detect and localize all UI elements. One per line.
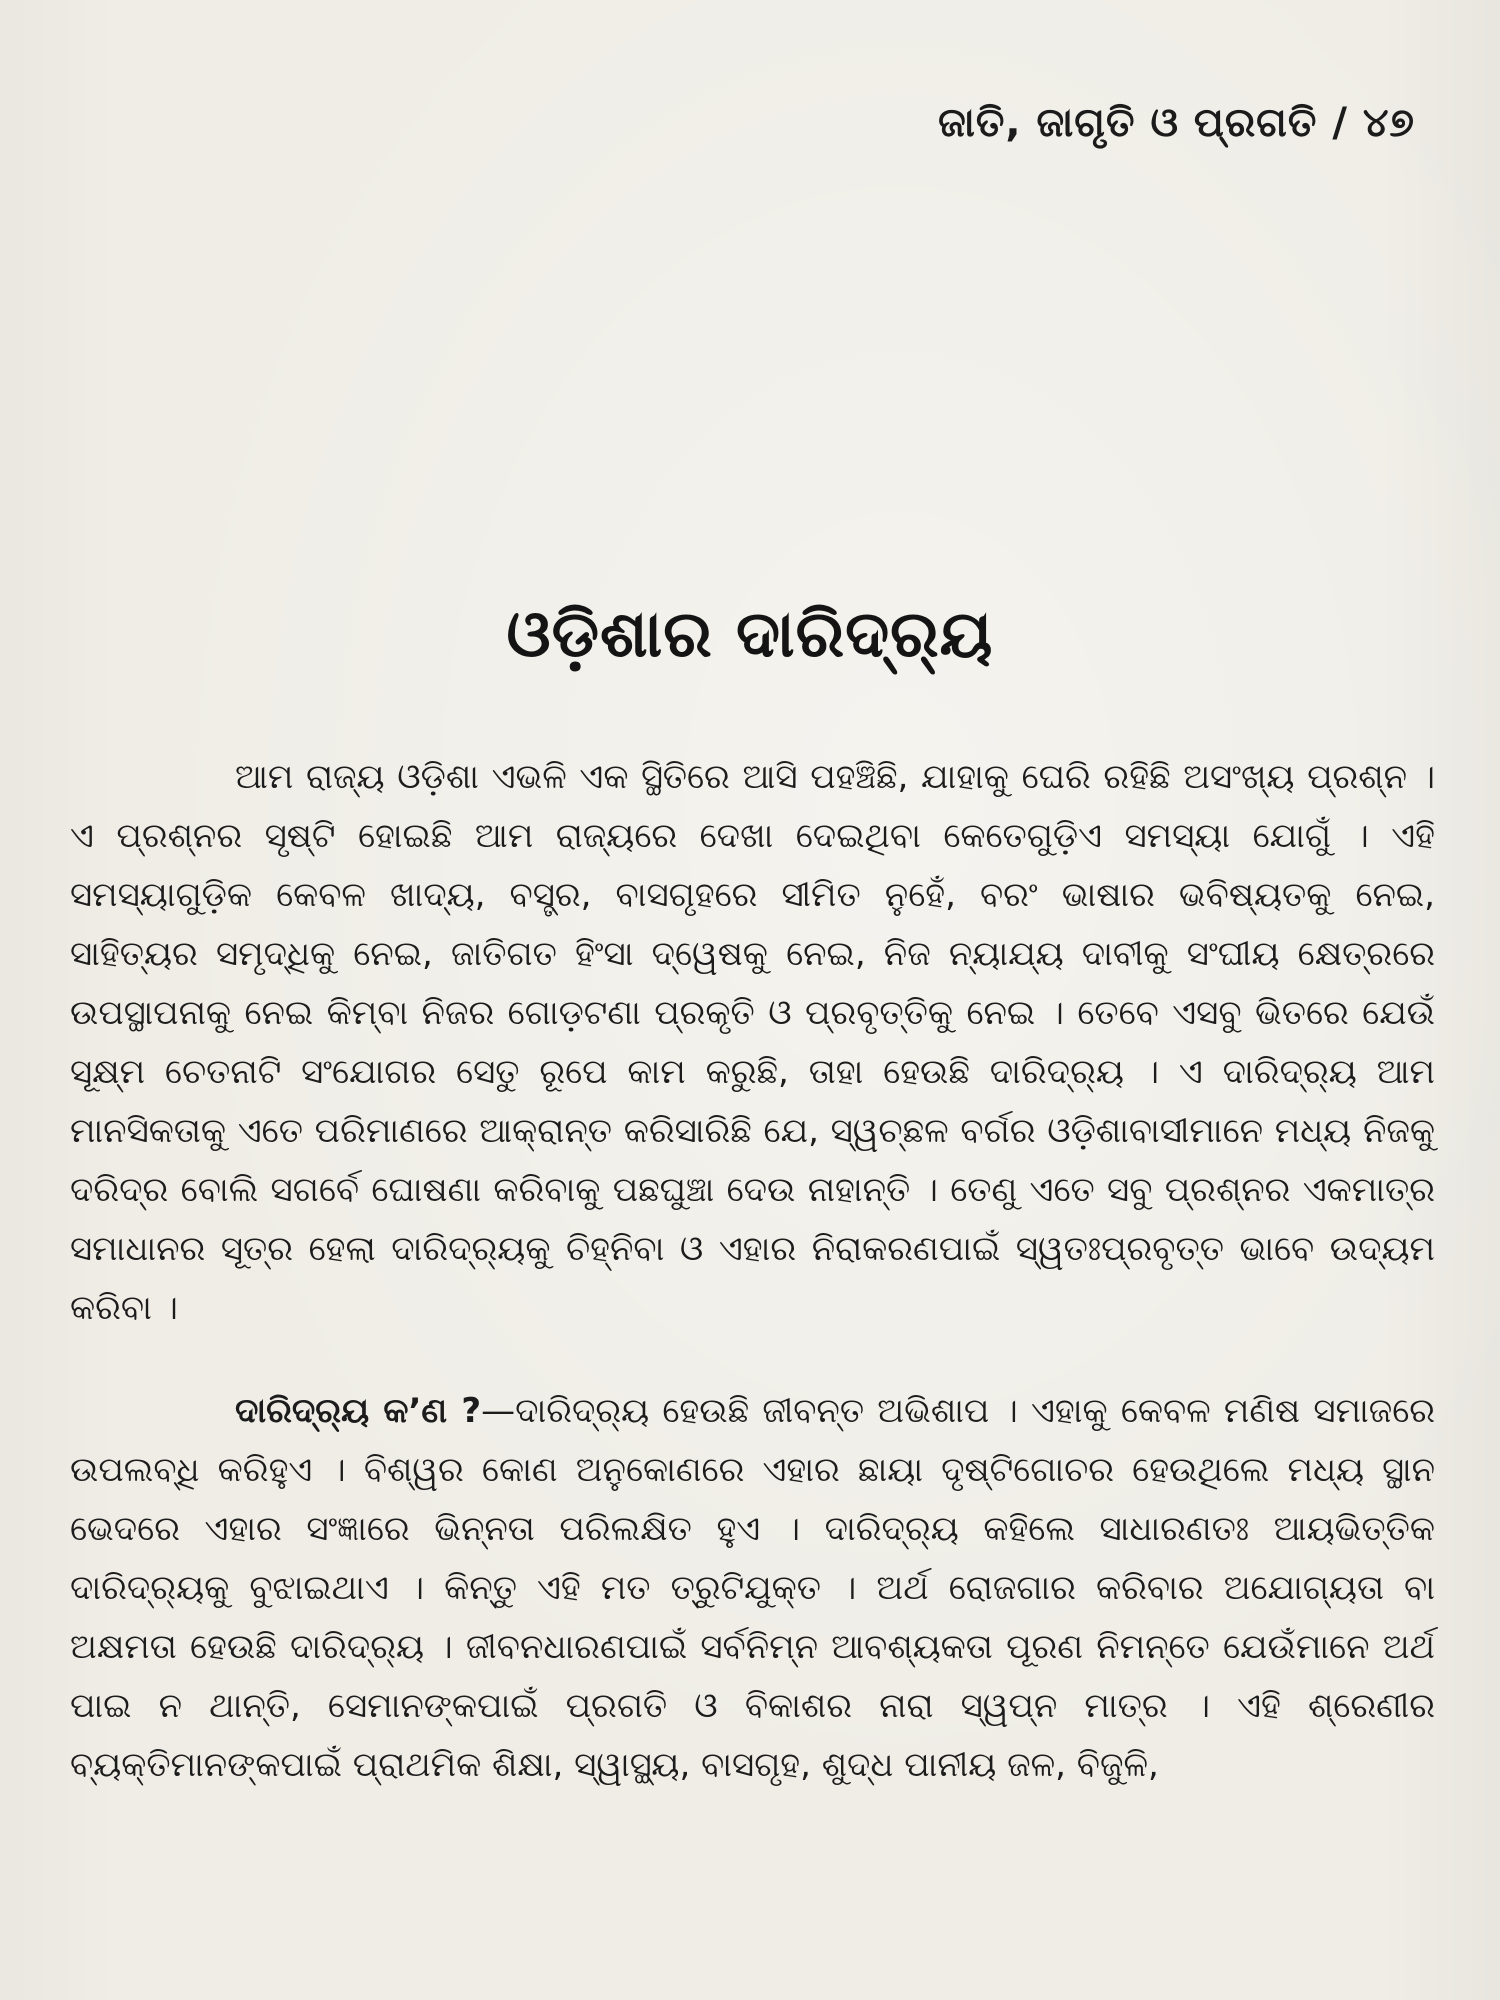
paragraph-text: —ଦାରିଦ୍ର୍ୟ ହେଉଛି ଜୀବନ୍ତ ଅଭିଶାପ । ଏହାକୁ କେବଳ ମଣିଷ ସମାଜରେ ଉପଲବ୍ଧି କରିହୁଏ । ବିଶ୍ୱର କୋଣ ଅନୁକୋଣରେ ଏହାର ଛାୟା ଦୃଷ୍ଟିଗୋଚର ହେଉଥିଲେ ମଧ୍ୟ ସ୍ଥାନ ଭେଦରେ ଏହାର ସଂଜ୍ଞାରେ ଭିନ୍ନତା ପରିଲକ୍ଷିତ ହୁଏ । ଦାରିଦ୍ର୍ୟ କହିଲେ ସାଧାରଣତଃ ଆୟଭିତ୍ତିକ ଦାରିଦ୍ର୍ୟକୁ ବୁଝାଇଥାଏ । କିନ୍ତୁ ଏହି ମତ ତ୍ରୁଟିଯୁକ୍ତ । ଅର୍ଥ ରୋଜଗାର କରିବାର ଅଯୋଗ୍ୟତା ବା ଅକ୍ଷମତା ହେଉଛି ଦାରିଦ୍ର୍ୟ । ଜୀବନଧାରଣପାଇଁ ସର୍ବନିମ୍ନ ଆବଶ୍ୟକତା ପୂରଣ ନିମନ୍ତେ ଯେଉଁମାନେ ଅର୍ଥ ପାଇ ନ ଥାନ୍ତି, ସେମାନଙ୍କପାଇଁ ପ୍ରଗତି ଓ ବିକାଶର ନାରା ସ୍ୱପ୍ନ ମାତ୍ର । ଏହି ଶ୍ରେଣୀର ବ୍ୟକ୍ତିମାନଙ୍କପାଇଁ ପ୍ରାଥମିକ ଶିକ୍ଷା, ସ୍ୱାସ୍ଥ୍ୟ, ବାସଗୃହ, ଶୁଦ୍ଧ ପାନୀୟ ଜଳ, ବିଜୁଳି, [70,1391,1436,1785]
run-in-heading: ଦାରିଦ୍ର୍ୟ କ’ଣ ? [235,1391,482,1431]
paragraph: ଆମ ରାଜ୍ୟ ଓଡ଼ିଶା ଏଭଳି ଏକ ସ୍ଥିତିରେ ଆସି ପହଞ୍ଚିଛି, ଯାହାକୁ ଘେରି ରହିଛି ଅସଂଖ୍ୟ ପ୍ରଶ୍ନ । ଏ ପ୍ରଶ୍ନର ସୃଷ୍ଟି ହୋଇଛି ଆମ ରାଜ୍ୟରେ ଦେଖା ଦେଇଥିବା କେତେଗୁଡ଼ିଏ ସମସ୍ୟା ଯୋଗୁଁ । ଏହି ସମସ୍ୟାଗୁଡ଼ିକ କେବଳ ଖାଦ୍ୟ, ବସ୍ତ୍ର, ବାସଗୃହରେ ସୀମିତ ନୁହେଁ, ବରଂ ଭାଷାର ଭବିଷ୍ୟତକୁ ନେଇ, ସାହିତ୍ୟର ସମୃଦ୍ଧିକୁ ନେଇ, ଜାତିଗତ ହିଂସା ଦ୍ୱେଷକୁ ନେଇ, ନିଜ ନ୍ୟାଯ୍ୟ ଦାବୀକୁ ସଂଘୀୟ କ୍ଷେତ୍ରରେ ଉପସ୍ଥାପନାକୁ ନେଇ କିମ୍ବା ନିଜର ଗୋଡ଼ଟଣା ପ୍ରକୃତି ଓ ପ୍ରବୃତ୍ତିକୁ ନେଇ । ତେବେ ଏସବୁ ଭିତରେ ଯେଉଁ ସୂକ୍ଷ୍ମ ଚେତନାଟି ସଂଯୋଗର ସେତୁ ରୂପେ କାମ କରୁଛି, ତାହା ହେଉଛି ଦାରିଦ୍ର୍ୟ । ଏ ଦାରିଦ୍ର୍ୟ ଆମ ମାନସିକତାକୁ ଏତେ ପରିମାଣରେ ଆକ୍ରାନ୍ତ କରିସାରିଛି ଯେ, ସ୍ୱଚ୍ଛଳ ବର୍ଗର ଓଡ଼ିଶାବାସୀମାନେ ମଧ୍ୟ ନିଜକୁ ଦରିଦ୍ର ବୋଲି ସଗର୍ବେ ଘୋଷଣା କରିବାକୁ ପଛଘୁଞ୍ଚା ଦେଉ ନାହାନ୍ତି । ତେଣୁ ଏତେ ସବୁ ପ୍ରଶ୍ନର ଏକମାତ୍ର ସମାଧାନର ସୂତ୍ର ହେଲା ଦାରିଦ୍ର୍ୟକୁ ଚିହ୍ନିବା ଓ ଏହାର ନିରାକରଣପାଇଁ ସ୍ୱତଃପ୍ରବୃତ୍ତ ଭାବେ ଉଦ୍ୟମ କରିବା । [70,757,1435,1328]
running-head: ଜାତି, ଜାଗୃତି ଓ ପ୍ରଗତି / ୪୭ [938,100,1415,146]
body-text [70,748,1435,1795]
chapter-title: ଓଡ଼ିଶାର ଦାରିଦ୍ର୍ୟ [506,597,994,672]
paragraph [70,1382,1435,1795]
